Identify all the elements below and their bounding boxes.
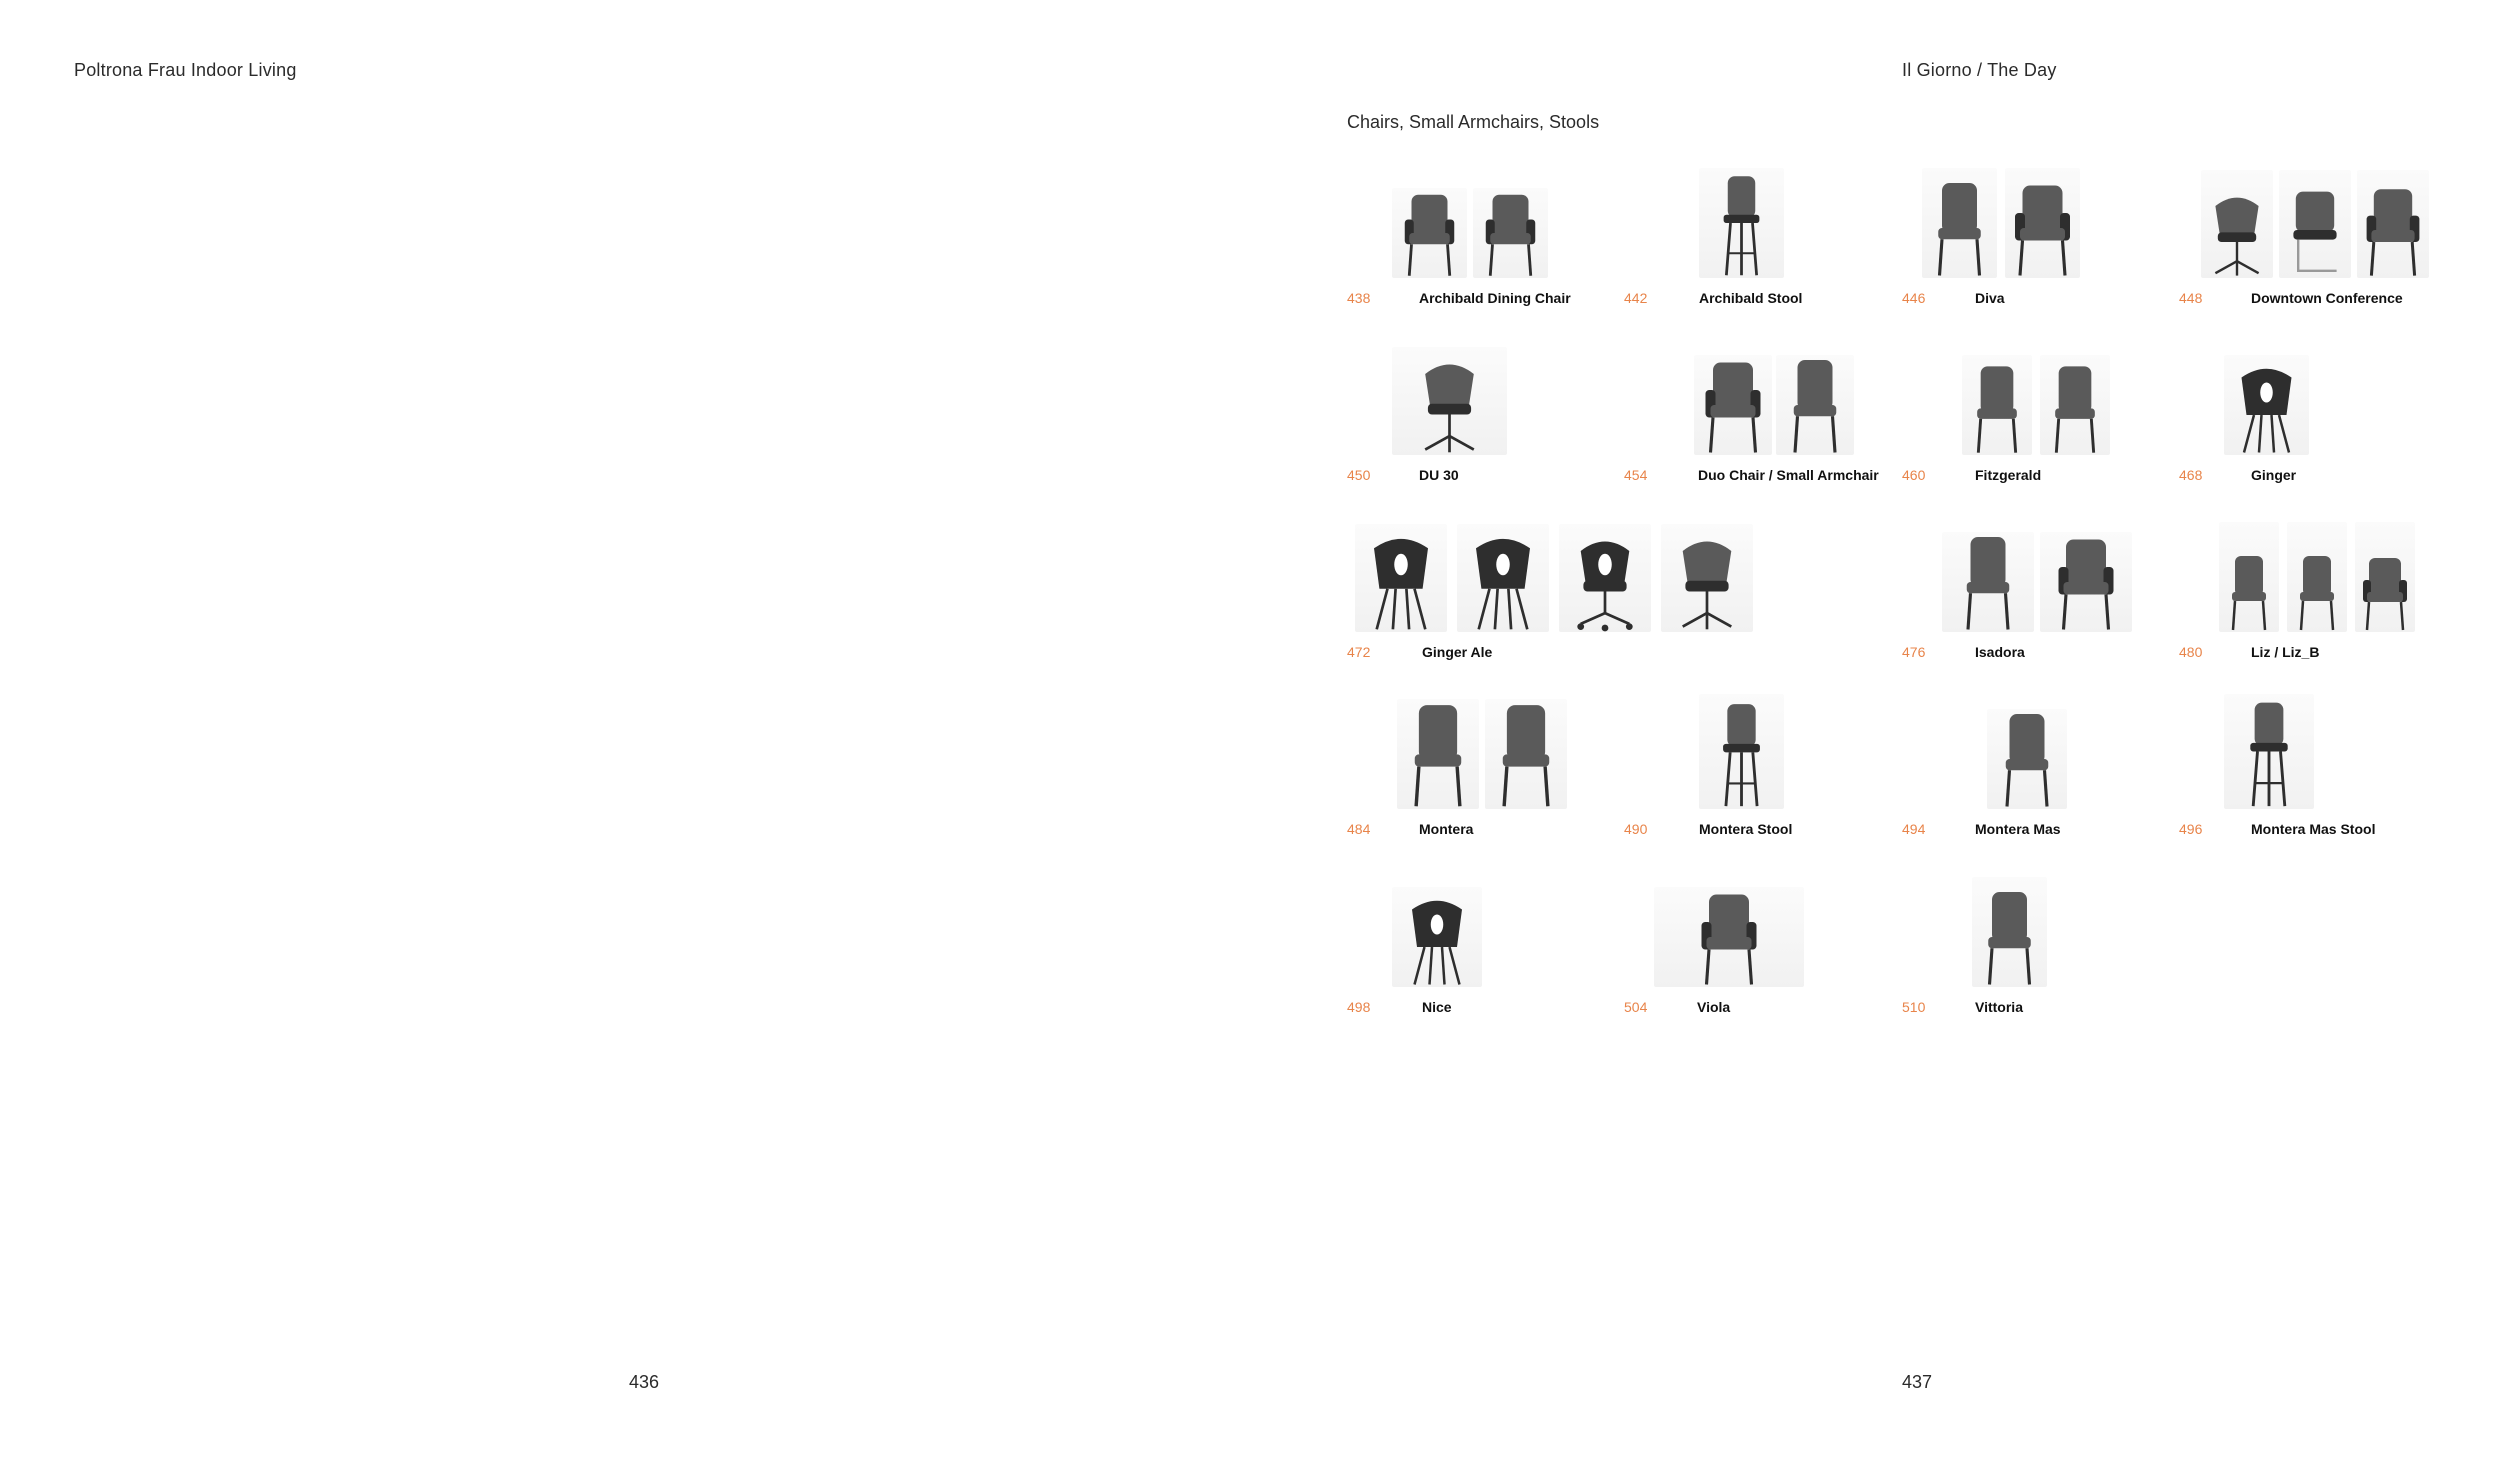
product-name: Isadora: [1975, 644, 2025, 660]
product-item[interactable]: [1624, 855, 1904, 1015]
swivel-chair-icon: [1392, 347, 1507, 455]
product-name: Duo Chair / Small Armchair: [1698, 467, 1879, 483]
product-item[interactable]: [1902, 855, 2182, 1015]
swivel-chair-icon: [1661, 524, 1753, 632]
product-page-link[interactable]: 446: [1902, 290, 1926, 306]
stool-icon: [2224, 694, 2314, 809]
right-page-number: 437: [1902, 1372, 1933, 1392]
product-images: [1624, 166, 1904, 278]
product-page-link[interactable]: 460: [1902, 467, 1926, 483]
chair-icon: [1776, 355, 1854, 455]
product-page-link[interactable]: 484: [1347, 821, 1371, 837]
product-name: Diva: [1975, 290, 2005, 306]
product-name: Ginger: [2251, 467, 2297, 483]
product-images: [2179, 697, 2459, 809]
stool-icon: [1699, 694, 1784, 809]
product-item[interactable]: [1347, 146, 1627, 306]
product-images: [1624, 343, 1904, 455]
armchair-icon: [2355, 522, 2415, 632]
product-name: Ginger Ale: [1422, 644, 1493, 660]
product-page-link[interactable]: 504: [1624, 999, 1648, 1015]
product-item[interactable]: [1347, 500, 1627, 660]
product-images: [1624, 875, 1904, 987]
product-name: Montera Mas: [1975, 821, 2061, 837]
right-page-header: Il Giorno / The Day: [1902, 60, 2057, 80]
product-name: Fitzgerald: [1975, 467, 2042, 483]
product-images: [1902, 343, 2182, 455]
product-images: [1902, 520, 2182, 632]
product-images: [2179, 520, 2459, 632]
product-page-link[interactable]: 448: [2179, 290, 2203, 306]
product-images: [1902, 697, 2182, 809]
product-name: Nice: [1422, 999, 1452, 1015]
chair-icon: [2040, 355, 2110, 455]
product-name: Montera Stool: [1699, 821, 1793, 837]
product-images: [1347, 520, 1627, 632]
product-name: DU 30: [1419, 467, 1459, 483]
stool-icon: [1699, 168, 1784, 278]
office-chair-icon: [1559, 524, 1651, 632]
chair-icon: [1485, 699, 1567, 809]
chair-icon: [1972, 877, 2047, 987]
product-page-link[interactable]: 510: [1902, 999, 1926, 1015]
swivel-chair-icon: [2201, 170, 2273, 278]
cantilever-chair-icon: [2279, 170, 2351, 278]
product-name: Montera Mas Stool: [2251, 821, 2376, 837]
armchair-icon: [1694, 355, 1772, 455]
armchair-icon: [1654, 887, 1804, 987]
product-page-link[interactable]: 442: [1624, 290, 1648, 306]
product-page-link[interactable]: 472: [1347, 644, 1371, 660]
product-images: [1347, 343, 1627, 455]
product-item[interactable]: [2179, 500, 2459, 660]
shell-chair-icon: [1355, 524, 1447, 632]
chair-icon: [1987, 709, 2067, 809]
left-page-number: 436: [629, 1372, 660, 1392]
chair-icon: [1922, 168, 1997, 278]
product-page-link[interactable]: 490: [1624, 821, 1648, 837]
product-images: [2179, 166, 2459, 278]
shell-chair-icon: [2224, 355, 2309, 455]
chair-icon: [2287, 522, 2347, 632]
armchair-icon: [1473, 188, 1548, 278]
product-item[interactable]: [1347, 855, 1627, 1015]
product-name: Downtown Conference: [2251, 290, 2403, 306]
product-item[interactable]: [2179, 323, 2459, 483]
product-images: [2179, 343, 2459, 455]
chair-icon: [1942, 532, 2034, 632]
chair-icon: [1397, 699, 1479, 809]
product-item[interactable]: [1347, 677, 1627, 837]
product-page-link[interactable]: 496: [2179, 821, 2203, 837]
product-images: [1347, 697, 1627, 809]
product-name: Archibald Dining Chair: [1419, 290, 1571, 306]
armchair-icon: [2005, 168, 2080, 278]
armchair-icon: [1392, 188, 1467, 278]
product-name: Liz / Liz_B: [2251, 644, 2320, 660]
product-images: [1902, 875, 2182, 987]
armchair-icon: [2040, 532, 2132, 632]
product-images: [1902, 166, 2182, 278]
product-page-link[interactable]: 480: [2179, 644, 2203, 660]
product-item[interactable]: [1624, 677, 1904, 837]
product-name: Archibald Stool: [1699, 290, 1803, 306]
product-item[interactable]: [1902, 146, 2182, 306]
product-images: [1347, 166, 1627, 278]
product-item[interactable]: [1902, 323, 2182, 483]
product-name: Montera: [1419, 821, 1474, 837]
product-page-link[interactable]: 450: [1347, 467, 1371, 483]
product-page-link[interactable]: 494: [1902, 821, 1926, 837]
shell-chair-icon: [1392, 887, 1482, 987]
product-item[interactable]: [1347, 323, 1627, 483]
product-images: [1624, 697, 1904, 809]
shell-chair-icon: [1457, 524, 1549, 632]
product-page-link[interactable]: 476: [1902, 644, 1926, 660]
product-name: Vittoria: [1975, 999, 2023, 1015]
chair-icon: [1962, 355, 2032, 455]
product-page-link[interactable]: 498: [1347, 999, 1371, 1015]
product-item[interactable]: [2179, 146, 2459, 306]
product-item[interactable]: [1902, 500, 2182, 660]
product-images: [1347, 875, 1627, 987]
product-page-link[interactable]: 468: [2179, 467, 2203, 483]
product-name: Viola: [1697, 999, 1731, 1015]
product-item[interactable]: [2179, 677, 2459, 837]
section-title: Chairs, Small Armchairs, Stools: [1347, 112, 1600, 132]
left-page-header: Poltrona Frau Indoor Living: [74, 60, 297, 80]
armchair-icon: [2357, 170, 2429, 278]
product-item[interactable]: [1624, 323, 1904, 483]
product-item[interactable]: [1902, 677, 2182, 837]
product-item[interactable]: [1624, 146, 1904, 306]
chair-icon: [2219, 522, 2279, 632]
product-page-link[interactable]: 438: [1347, 290, 1371, 306]
product-page-link[interactable]: 454: [1624, 467, 1648, 483]
